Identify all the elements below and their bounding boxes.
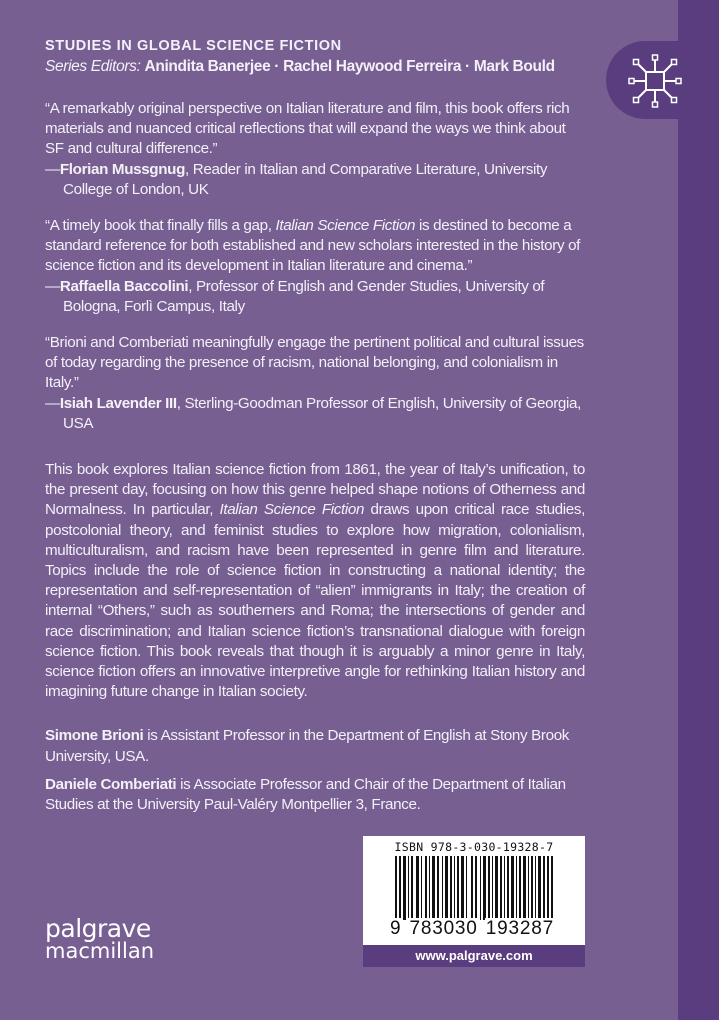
publisher-name-line1: palgrave — [45, 914, 151, 943]
network-chip-icon — [626, 52, 684, 110]
endorsement-quote-1 — [45, 99, 585, 200]
publisher-name-line2: macmillan — [45, 939, 155, 963]
series-title: STUDIES IN GLOBAL SCIENCE FICTION — [45, 38, 342, 54]
quote-author: Isiah Lavender III — [59, 394, 177, 412]
quote-author: Raffaella Baccolini — [59, 277, 189, 295]
isbn-barcode-box — [363, 836, 585, 967]
author-name: Simone Brioni — [45, 727, 144, 745]
publisher-logo — [45, 914, 155, 963]
quote-author: Florian Mussgnug — [59, 160, 186, 178]
book-title-italic: Italian Science Fiction — [275, 217, 416, 235]
publisher-url: www.palgrave.com — [415, 948, 533, 963]
quote-text: “A timely book that finally fills a gap, Italian Science Fiction is destined to become a standard reference for both established and new scholars interested in the history of science fiction and its development in Italian literature and cinema.” — [45, 217, 581, 275]
book-description: This book explores Italian science fiction from 1861, the year of Italy’s unification, to the present day, focusing on how this genre helped shape notions of Otherness and Normalness. In particular, Italian Science Fiction draws upon critical race studies, postcolonial theory, and feminist studies to explore how migration, colonialism, multiculturalism, and racism have been represented in genre film and literature. Topics include the role of science fiction in constructing a national identity; the representation and self-representation of “alien” immigrants in Italy; the creation of internal “Others,” such as southerners and Roma; the intersections of gender and race discrimination; and Italian science fiction’s transnational dialogue with foreign science fiction. This book reveals that though it is arguably a minor genre in Italy, science fiction offers an innovative interpretive angle for rethinking Italian history and imagining future change in Italian society. — [45, 461, 586, 701]
author-name: Daniele Comberiati — [45, 775, 177, 793]
endorsement-quote-2 — [45, 216, 585, 317]
back-cover-text — [45, 35, 585, 823]
quote-attribution: —Raffaella Baccolini, Professor of English and Gender Studies, University of Bologna, Forlì Campus, Italy — [45, 277, 545, 315]
series-editors-names: Anindita Banerjee · Rachel Haywood Ferreira · Mark Bould — [144, 58, 555, 75]
quote-text: “A remarkably original perspective on Italian literature and film, this book offers rich materials and nuanced critical reflections that will expand the ways we think about SF and cultural difference.” — [45, 100, 570, 158]
barcode-area — [363, 836, 585, 945]
barcode-digits: 9 783030 193287 — [390, 918, 554, 939]
author-bio-1: Simone Brioni is Assistant Professor in the Department of English at Stony Brook University, USA. — [45, 727, 570, 765]
author-bio-2: Daniele Comberiati is Associate Professor and Chair of the Department of Italian Studies at the University Paul-Valéry Montpellier 3, France. — [45, 775, 566, 814]
book-spine — [678, 0, 719, 1020]
quote-attribution: —Isiah Lavender III, Sterling-Goodman Professor of English, University of Georgia, USA — [45, 394, 582, 432]
series-editors-label: Series Editors: — [45, 58, 141, 75]
book-title-italic: Italian Science Fiction — [219, 501, 365, 519]
quote-attribution: —Florian Mussgnug, Reader in Italian and Comparative Literature, University College of London, UK — [45, 160, 548, 198]
endorsement-quote-3 — [45, 333, 585, 434]
author-bios — [45, 726, 585, 815]
series-logo-tab — [606, 41, 718, 119]
quote-text: “Brioni and Comberiati meaningfully engage the pertinent political and cultural issues of today regarding the presence of racism, national belonging, and colonialism in Italy.” — [45, 334, 584, 392]
isbn-label: ISBN 978-3-030-19328-7 — [394, 840, 554, 854]
series-editors — [45, 57, 585, 77]
